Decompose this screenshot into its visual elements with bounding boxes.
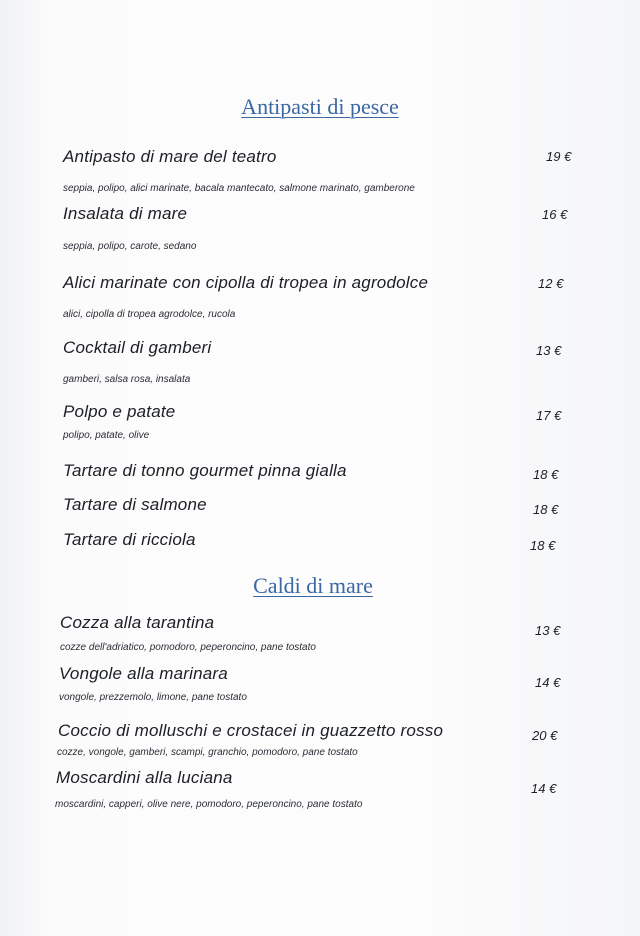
item-desc: seppia, polipo, carote, sedano xyxy=(63,241,197,252)
section-title-caldi: Caldi di mare xyxy=(253,573,373,598)
item-desc: alici, cipolla di tropea agrodolce, rucola xyxy=(63,309,236,320)
item-name: Tartare di ricciola xyxy=(63,530,196,549)
item-desc: moscardini, capperi, olive nere, pomodoro, peperoncino, pane tostato xyxy=(55,799,363,810)
item-name: Vongole alla marinara xyxy=(59,664,228,683)
item-name: Cocktail di gamberi xyxy=(63,338,212,357)
section-title-antipasti: Antipasti di pesce xyxy=(241,94,399,119)
item-price: 13 € xyxy=(535,623,561,638)
item-desc: polipo, patate, olive xyxy=(63,430,150,441)
item-price: 16 € xyxy=(542,207,568,222)
item-desc: vongole, prezzemolo, limone, pane tostato xyxy=(59,692,247,703)
item-name: Insalata di mare xyxy=(63,204,188,223)
item-price: 17 € xyxy=(536,408,562,423)
item-desc: cozze, vongole, gamberi, scampi, granchio, pomodoro, pane tostato xyxy=(57,747,358,758)
item-name: Tartare di tonno gourmet pinna gialla xyxy=(63,461,347,480)
item-desc: cozze dell'adriatico, pomodoro, peperoncino, pane tostato xyxy=(60,642,316,653)
item-name: Cozza alla tarantina xyxy=(60,613,215,632)
item-price: 19 € xyxy=(546,149,572,164)
item-desc: gamberi, salsa rosa, insalata xyxy=(63,374,191,385)
item-name: Polpo e patate xyxy=(63,402,176,421)
item-price: 13 € xyxy=(536,343,562,358)
item-price: 14 € xyxy=(535,675,561,690)
item-price: 20 € xyxy=(532,728,558,743)
item-price: 18 € xyxy=(533,502,559,517)
item-price: 18 € xyxy=(533,467,559,482)
item-price: 12 € xyxy=(538,276,564,291)
item-desc: seppia, polipo, alici marinate, bacala mantecato, salmone marinato, gamberone xyxy=(63,183,415,194)
item-name: Alici marinate con cipolla di tropea in agrodolce xyxy=(63,273,429,292)
item-name: Tartare di salmone xyxy=(63,495,207,514)
item-price: 14 € xyxy=(531,781,557,796)
item-name: Coccio di molluschi e crostacei in guazzetto rosso xyxy=(58,721,444,740)
item-price: 18 € xyxy=(530,538,556,553)
item-name: Moscardini alla luciana xyxy=(56,768,233,787)
item-name: Antipasto di mare del teatro xyxy=(63,147,277,166)
